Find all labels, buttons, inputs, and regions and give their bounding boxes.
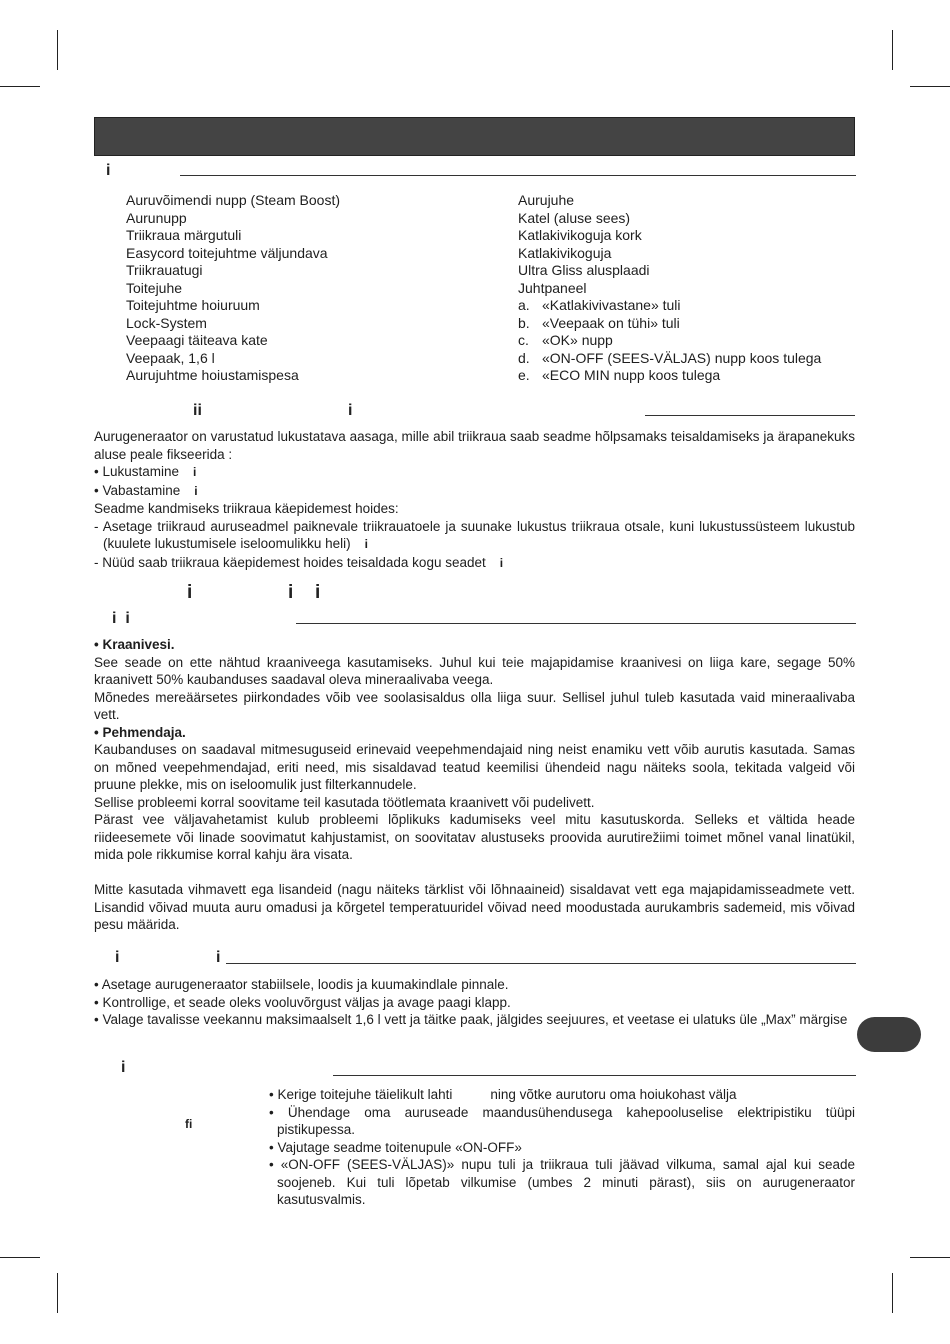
item-marker: e. (518, 367, 530, 383)
crop-mark (57, 30, 58, 70)
fill-steps (94, 976, 855, 1029)
paragraph: Mõnedes mereäärsetes piirkondades võib vee soolasisaldus olla liiga suur. Sellisel juhul tuleb kasutada vaid mineraalivaba vett. (94, 689, 855, 722)
heatup-step: • Ühendage oma auruseade maandusühendusega kahepooluselise elektripistiku tüüpi pistikupessa. (269, 1104, 855, 1137)
lock-instruction: • Lukustamine i (94, 464, 197, 479)
tap-water-title: • Kraanivesi. (94, 637, 175, 652)
heatup-heading-glyph: i (121, 1059, 126, 1076)
heatup-heading-rule (333, 1075, 856, 1076)
heatup-step: • Kerige toitejuhe täielikult lahti ning võtke aurutoru oma hoiukohast välja (269, 1087, 737, 1102)
heatup-step: • Vajutage seadme toitenupule «ON-OFF» (269, 1139, 522, 1155)
lock-heading-glyph: i (348, 402, 353, 419)
carry-step: - Nüüd saab triikraua käepidemest hoides teisaldada kogu seadet i (94, 554, 504, 570)
part-item: Aurujuhe (518, 192, 575, 208)
carry-intro: Seadme kandmiseks triikraua käepidemest hoides: (94, 501, 399, 516)
control-panel-item: a. «Katlakivivastane» tuli (518, 297, 681, 313)
part-item: Katlakivikoguja kork (518, 227, 642, 243)
crop-mark (910, 86, 950, 87)
lock-heading-rule (645, 415, 855, 416)
crop-mark (57, 1273, 58, 1313)
part-item: Katlakivikoguja (518, 244, 612, 261)
water-heading-glyph: i (187, 582, 193, 603)
fill-heading-glyph: i (115, 949, 120, 966)
part-item: Katel (aluse sees) (518, 209, 631, 226)
part-item: Veepaak, 1,6 l (126, 349, 215, 366)
paragraph: Sellise probleemi korral soovitame teil kasutada töötlemata kraanivett või pudelivett. (94, 794, 595, 810)
control-panel-item: c. «OK» nupp (518, 332, 613, 348)
part-item: Triikrauatugi (126, 262, 203, 278)
part-item: Easycord toitejuhtme väljundava (126, 244, 328, 261)
part-item: Juhtpaneel (518, 279, 587, 296)
warning-paragraph: Mitte kasutada vihmavett ega lisandeid (nagu näiteks tärklist või lõhnaaineid) sisaldavat vett ega majapidamisseadmete vett. Lisandid võivad muuta auru omadusi ja kõrgetel temperatuuridel võivad need moodustada aurukambris sademeid, mis võivad pesu määrida. (94, 882, 855, 932)
section-title-bar (94, 117, 855, 156)
paragraph: Pärast vee väljavahetamist kulub probleemi lõplikuks kadumiseks veel mitu kasutuskorda. Selleks et vältida heade riideesemete või linade soovimatut kahjustamist, on soovitatav alustuseks proovida aurutirežiimi toimet mõnel vanal linatükil, mida pole rikkumise korral kahju ära visata. (94, 812, 855, 862)
fill-step: • Asetage aurugeneraator stabiilsele, loodis ja kuumakindlale pinnale. (94, 977, 509, 992)
figure-reference: i (193, 465, 197, 479)
heatup-step: • «ON-OFF (SEES-VÄLJAS)» nupu tuli ja triikraua tuli jäävad vilkuma, samal ajal kui seade soojeneb. Kui tuli lõpetab vilkumise (umbes 2 minuti pärast), siis on aurugeneraator kasutusvalmis. (269, 1157, 855, 1207)
figure-reference: i (364, 537, 368, 551)
part-item: Aurunupp (126, 209, 187, 226)
water-heading-glyph: i (315, 582, 321, 603)
water-body (94, 636, 855, 934)
control-panel-item: d. «ON-OFF (SEES-VÄLJAS) nupp koos tulega (518, 349, 822, 366)
crop-mark (910, 1257, 950, 1258)
control-panel-item: b. «Veepaak on tühi» tuli (518, 314, 680, 331)
fill-heading-rule (226, 963, 856, 964)
part-item: Ultra Gliss alusplaadi (518, 262, 650, 278)
crop-mark (0, 1257, 40, 1258)
heatup-steps (269, 1086, 855, 1209)
water-heading-glyph: i (288, 582, 294, 603)
figure-reference: i (194, 483, 198, 498)
part-item: Aurujuhtme hoiustamispesa (126, 367, 299, 383)
part-item: Toitejuhe (126, 279, 183, 296)
part-item: Veepaagi täiteava kate (126, 332, 268, 348)
fill-step: • Valage tavalisse veekannu maksimaalselt 1,6 l vett ja täitke paak, jälgides seejuures, et veetase ei ulatuks üle „Max” märgise (94, 1012, 848, 1027)
spacer (94, 864, 855, 882)
softener-title: • Pehmendaja. (94, 724, 186, 740)
part-item: Lock-System (126, 314, 207, 331)
page-tab (857, 1017, 921, 1052)
item-marker: b. (518, 314, 530, 331)
crop-mark (892, 30, 893, 70)
item-marker: a. (518, 297, 530, 313)
figure-label: fi (185, 1117, 193, 1131)
part-item: Auruvõimendi nupp (Steam Boost) (126, 192, 340, 208)
part-item: Toitejuhtme hoiuruum (126, 297, 260, 313)
water-heading-rule (296, 623, 856, 624)
fill-heading-glyph: i (216, 949, 221, 966)
control-panel-item: e. «ECO MIN nupp koos tulega (518, 367, 721, 383)
lock-heading-glyph: ii (193, 402, 202, 419)
unlock-instruction: • Vabastamine i (94, 482, 198, 498)
crop-mark (892, 1273, 893, 1313)
part-item: Triikraua märgutuli (126, 227, 242, 243)
parts-heading-rule (180, 175, 856, 176)
item-marker: c. (518, 332, 529, 348)
water-subheading-glyph: i i (112, 610, 130, 627)
fill-step: • Kontrollige, et seade oleks vooluvõrgust väljas ja avage paagi klapp. (94, 994, 511, 1010)
lock-intro: Aurugeneraator on varustatud lukustatava aasaga, mille abil triikraua saab seadme hõlpsamaks teisaldamiseks ja ärapanekuks aluse peale fikseerida : (94, 429, 855, 462)
parts-heading-glyph: i (106, 162, 111, 179)
lock-body (94, 428, 855, 572)
figure-reference: i (499, 555, 504, 570)
crop-mark (0, 86, 40, 87)
carry-step: - Asetage triikraud auruseadmel paiknevale triikrauatoele ja suunake lukustus triikraua otsale, kuni lukustussüsteem lukustub (kuulete lukustumisele iseloomulikku heli) i (94, 518, 855, 551)
paragraph: Kaubanduses on saadaval mitmesuguseid erinevaid veepehmendajaid ning neist enamiku vett võib aurutis kasutada. Samas on mõned veepehmendajad, eriti need, mis sisaldavad teatud keemilisi ühendeid nagu näiteks soola, tekitada valgeid või pruune plekke, mis on iseloomulik just filterkannudele. (94, 742, 855, 792)
paragraph: See seade on ette nähtud kraaniveega kasutamiseks. Juhul kui teie majapidamise kraanivesi on liiga kare, segage 50% kraanivett 50% kaubanduses saadaval oleva mineraalivaba veega. (94, 654, 855, 687)
item-marker: d. (518, 349, 530, 366)
